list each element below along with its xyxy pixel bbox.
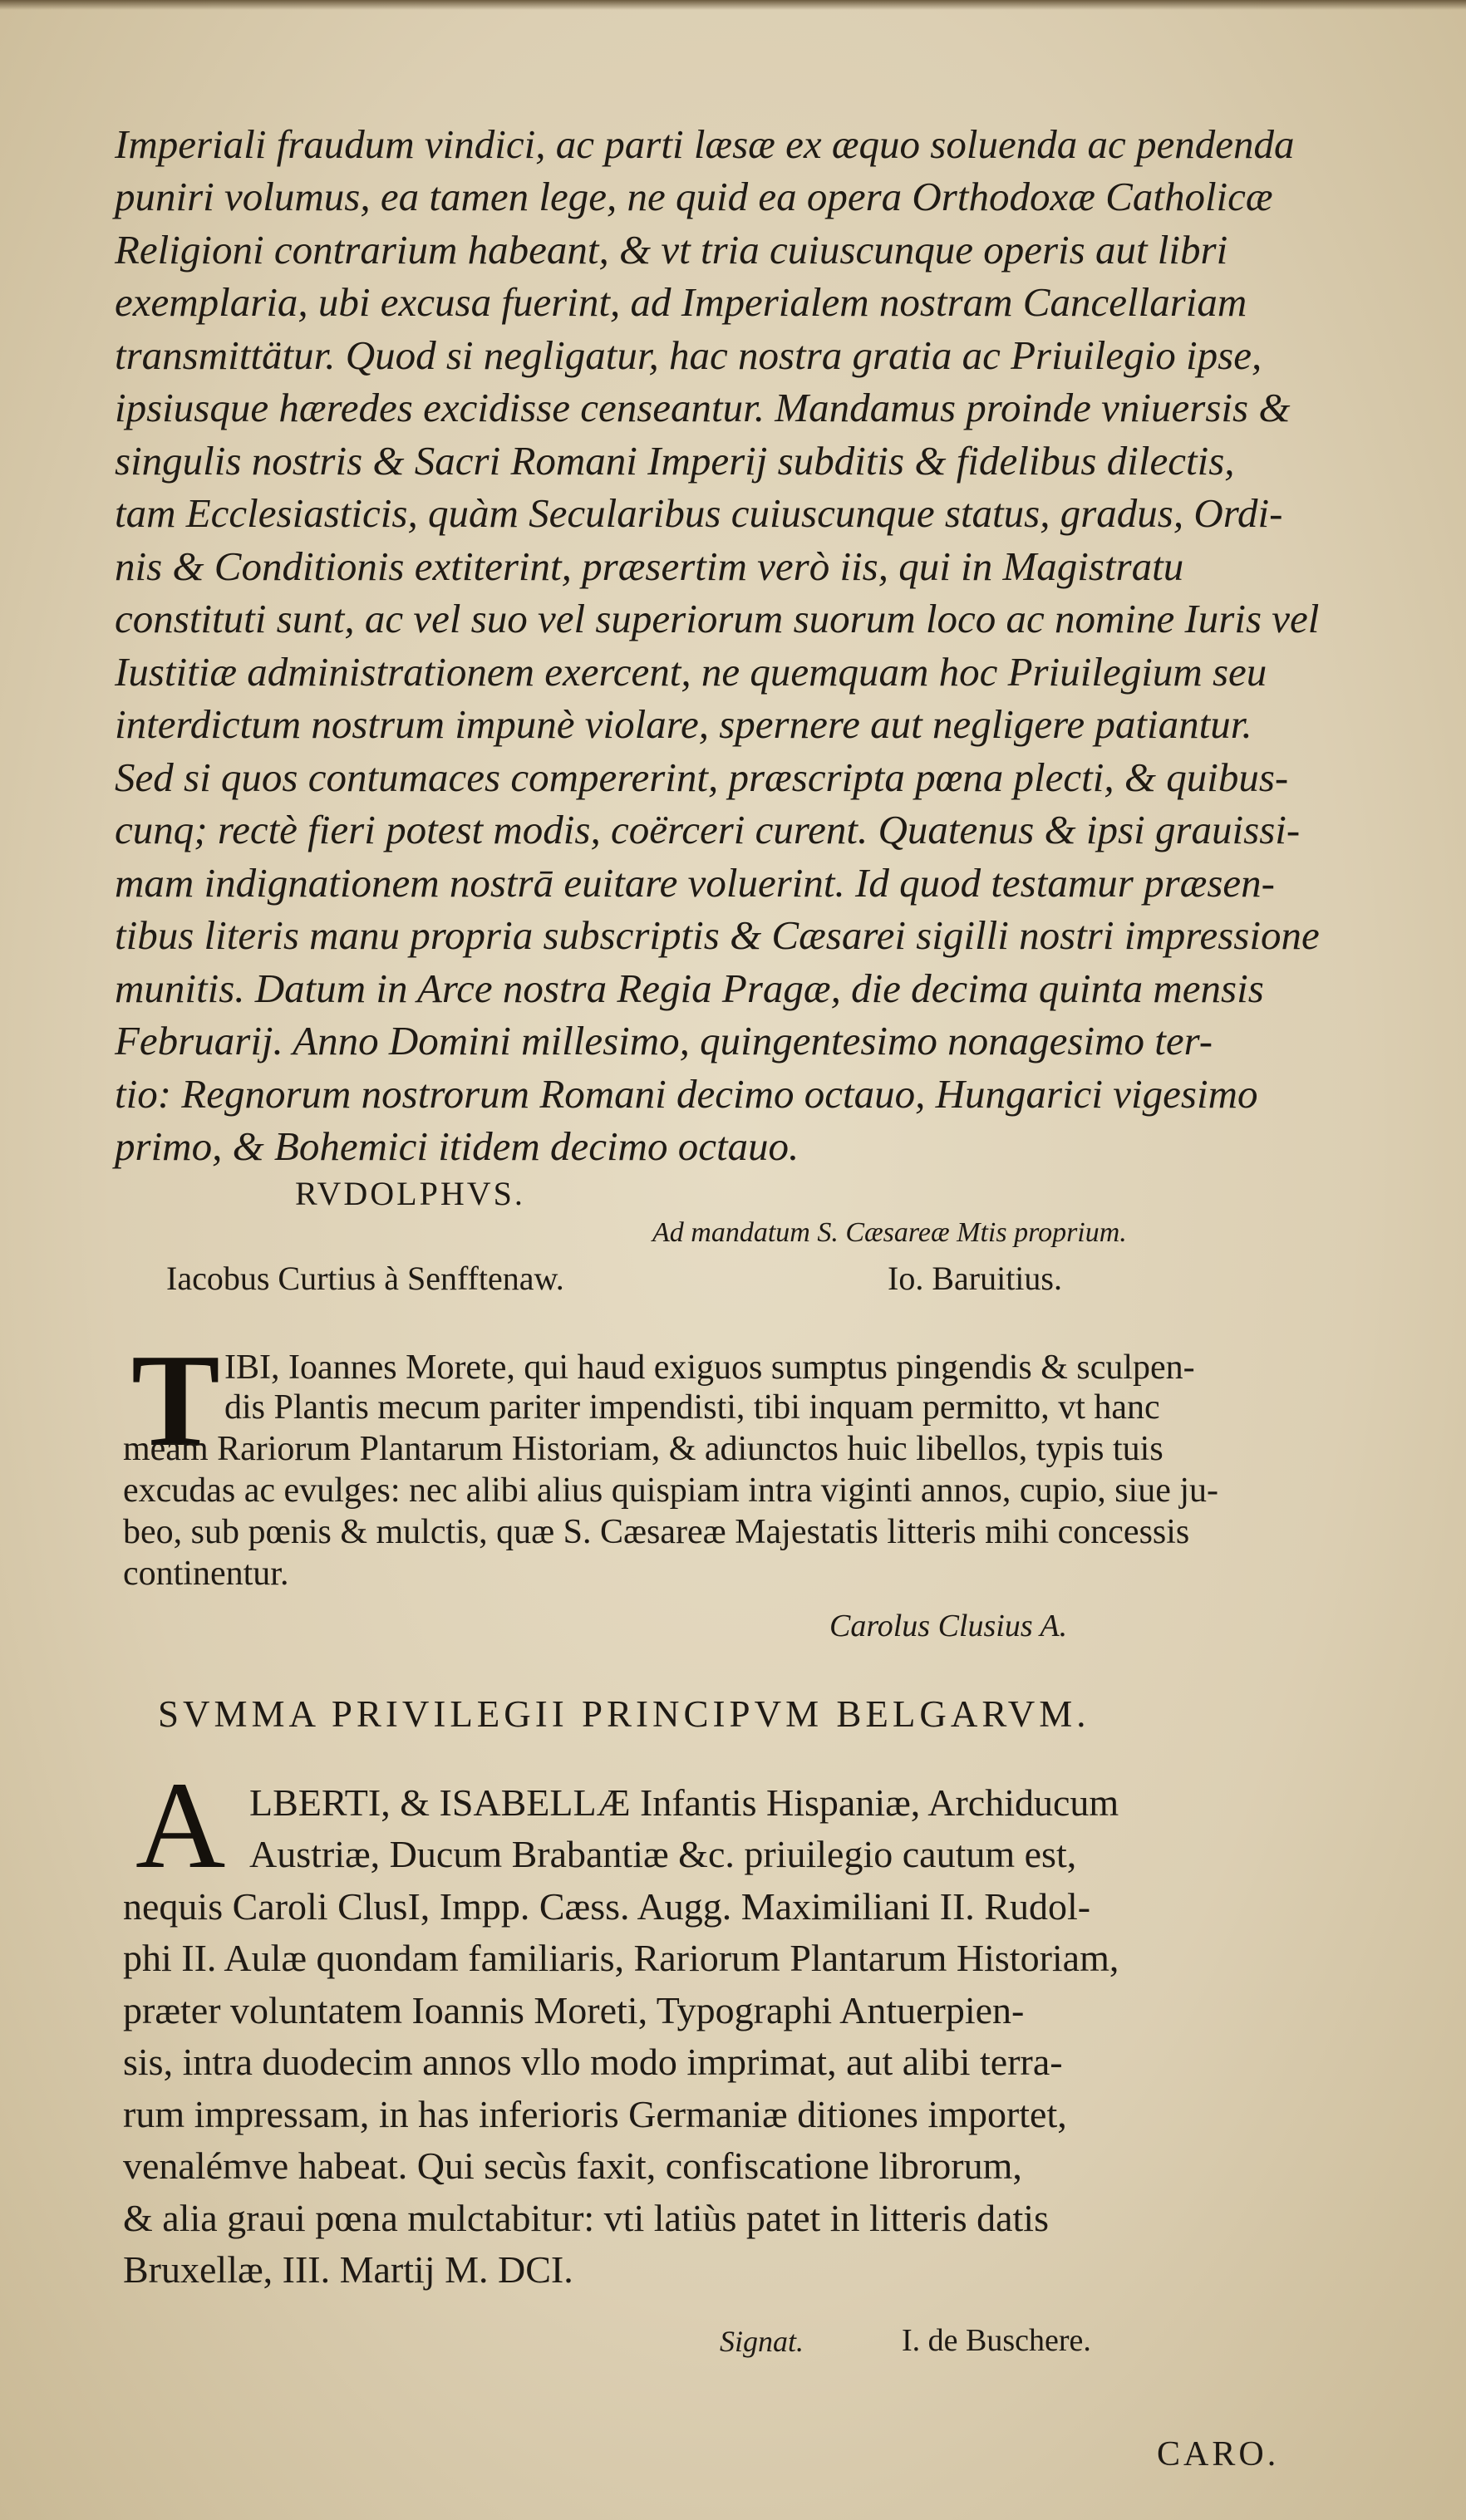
text-line: munitis. Datum in Arce nostra Regia Pragæ, die decima quinta mensis [115,965,1264,1011]
text-line: ipsiusque hæredes excidisse censeantur. Mandamus proinde vniuersis & [115,385,1291,430]
text-line: sis, intra duodecim annos vllo modo imprimat, aut alibi terra- [123,2041,1063,2083]
signature-baruitius: Io. Baruitius. [888,1260,1062,1297]
text-line: præter voluntatem Ioannis Moreti, Typographi Antuerpien- [123,1989,1025,2031]
text-line: rum impressam, in has inferioris Germaniæ ditiones importet, [123,2093,1067,2135]
text-line: cunq; rectè fieri potest modis, coërceri curent. Quatenus & ipsi grauissi- [115,807,1301,852]
text-line: tibus literis manu propria subscriptis & Cæsarei sigilli nostri impressione [115,912,1320,958]
text-line: Imperiali fraudum vindici, ac parti læsæ ex æquo soluenda ac pendenda [115,121,1295,167]
text-line: meam Rariorum Plantarum Historiam, & adiunctos huic libellos, typis tuis [123,1430,1163,1468]
text-line: nequis Caroli ClusI, Impp. Cæss. Augg. Maximiliani II. Rudol- [123,1885,1091,1928]
text-line: excudas ac evulges: nec alibi alius quispiam intra viginti annos, cupio, siue ju- [123,1471,1219,1510]
drop-cap-a: A [135,1756,226,1894]
page-top-edge [0,0,1466,10]
text-line: dis Plantis mecum pariter impendisti, tibi inquam permitto, vt hanc [224,1388,1160,1427]
text-line: transmittätur. Quod si negligatur, hac nostra gratia ac Priuilegio ipse, [115,332,1262,378]
text-line: Austriæ, Ducum Brabantiæ &c. priuilegio cautum est, [249,1833,1077,1875]
text-line: Februarij. Anno Domini millesimo, quingentesimo nonagesimo ter- [115,1018,1213,1064]
text-line: singulis nostris & Sacri Romani Imperij subditis & fidelibus dilectis, [115,438,1235,484]
text-line: primo, & Bohemici itidem decimo octauo. [115,1123,799,1169]
text-line: Bruxellæ, III. Martij M. DCI. [123,2248,573,2291]
text-line: mam indignationem nostrā euitare voluerint. Id quod testamur præsen- [115,860,1275,906]
text-line: exemplaria, ubi excusa fuerint, ad Imperialem nostram Cancellariam [115,279,1247,325]
section-heading: SVMMA PRIVILEGII PRINCIPVM BELGARVM. [158,1693,1090,1735]
text-line: Religioni contrarium habeant, & vt tria cuiuscunque operis aut libri [115,227,1228,273]
drop-cap-t: T [131,1326,220,1474]
signature-curtius: Iacobus Curtius à Senfftenaw. [166,1260,564,1297]
text-line: Iustitiæ administrationem exercent, ne quemquam hoc Priuilegium seu [115,649,1267,695]
text-line: nis & Conditionis extiterint, præsertim verò iis, qui in Magistratu [115,543,1184,589]
signature-mandate: Ad mandatum S. Cæsareæ Mtis proprium. [652,1217,1127,1248]
signature-clusius: Carolus Clusius A. [829,1609,1068,1643]
text-line: beo, sub pœnis & mulctis, quæ S. Cæsareæ Majestatis litteris mihi concessis [123,1513,1190,1551]
signature-rudolphus: RVDOLPHVS. [295,1175,525,1212]
text-line: phi II. Aulæ quondam familiaris, Rariorum Plantarum Historiam, [123,1937,1119,1979]
text-line: & alia graui pœna mulctabitur: vti latiùs patet in litteris datis [123,2197,1049,2239]
text-line: interdictum nostrum impunè violare, spernere aut negligere patiantur. [115,701,1252,747]
text-line: constituti sunt, ac vel suo vel superiorum suorum loco ac nomine Iuris vel [115,596,1320,641]
text-line: puniri volumus, ea tamen lege, ne quid ea opera Orthodoxæ Catholicæ [115,174,1273,219]
text-line: continentur. [123,1555,289,1593]
text-line: Sed si quos contumaces compererint, præscripta pœna plecti, & quibus- [115,754,1289,800]
text-line: tam Ecclesiasticis, quàm Secularibus cuiuscunque status, gradus, Ordi- [115,490,1283,536]
text-line: tio: Regnorum nostrorum Romani decimo octauo, Hungarici vigesimo [115,1071,1258,1117]
catchword: CARO. [1157,2435,1280,2473]
text-line: IBI, Ioannes Morete, qui haud exiguos sumptus pingendis & sculpen- [224,1348,1195,1387]
signature-signat: Signat. [720,2325,804,2358]
text-line: LBERTI, & ISABELLÆ Infantis Hispaniæ, Archiducum [249,1781,1119,1824]
signature-buschere: I. de Buschere. [902,2323,1091,2358]
text-line: venalémve habeat. Qui secùs faxit, confiscatione librorum, [123,2144,1022,2187]
